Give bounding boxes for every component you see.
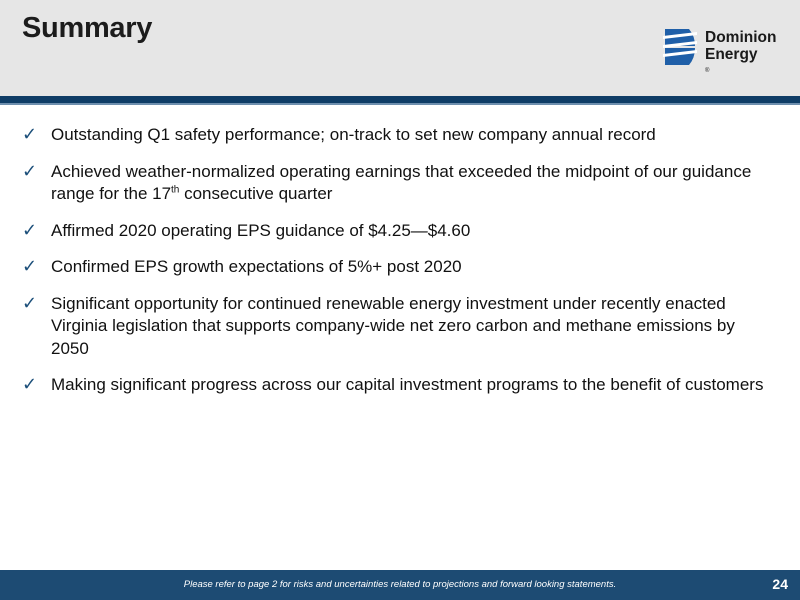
bullet-text-suffix: consecutive quarter [179,184,333,203]
checkmark-icon: ✓ [22,160,38,181]
checkmark-icon: ✓ [22,219,38,240]
footer-bar [0,570,800,600]
checkmark-icon: ✓ [22,124,38,144]
checkmark-icon: ✓ [22,292,38,313]
header-divider-accent [0,103,800,105]
bullet-superscript: th [171,184,180,196]
page-number: 24 [772,576,788,592]
summary-bullet [22,124,767,147]
bullet-text: Confirmed EPS growth expectations of 5%+ post 2020 [51,257,462,276]
bullet-text: Outstanding Q1 safety performance; on-track to set new company annual record [51,125,656,144]
summary-bullet [22,256,767,279]
footer-disclaimer: Please refer to page 2 for risks and uncertainties related to projections and forward looking statements. [183,579,617,590]
logo-mark-icon [659,24,699,70]
summary-bullet [22,374,767,397]
bullet-text: Affirmed 2020 operating EPS guidance of $4.25—$4.60 [51,220,471,240]
summary-bullet [22,161,767,206]
page-title: Summary [22,12,153,44]
dominion-energy-logo [659,24,789,74]
bullet-text: Significant opportunity for continued renewable energy investment under recently enacted Virginia legislation that supports company-wide net zero carbon and methane emissions by 2050 [51,293,735,358]
header-divider [0,96,800,103]
summary-bullet [22,220,767,243]
header-bar [0,0,800,96]
logo-word-energy: Energy [705,46,758,63]
summary-bullet [22,293,767,361]
logo-registered-mark: ® [705,68,710,74]
checkmark-icon: ✓ [22,256,38,276]
summary-bullet-list [22,124,767,397]
bullet-text: Achieved weather-normalized operating earnings that exceeded the midpoint of our guidance range for the 17 [51,161,752,203]
logo-word-dominion: Dominion [705,29,777,46]
bullet-text: Making significant progress across our capital investment programs to the benefit of customers [51,375,764,394]
checkmark-icon: ✓ [22,374,38,394]
